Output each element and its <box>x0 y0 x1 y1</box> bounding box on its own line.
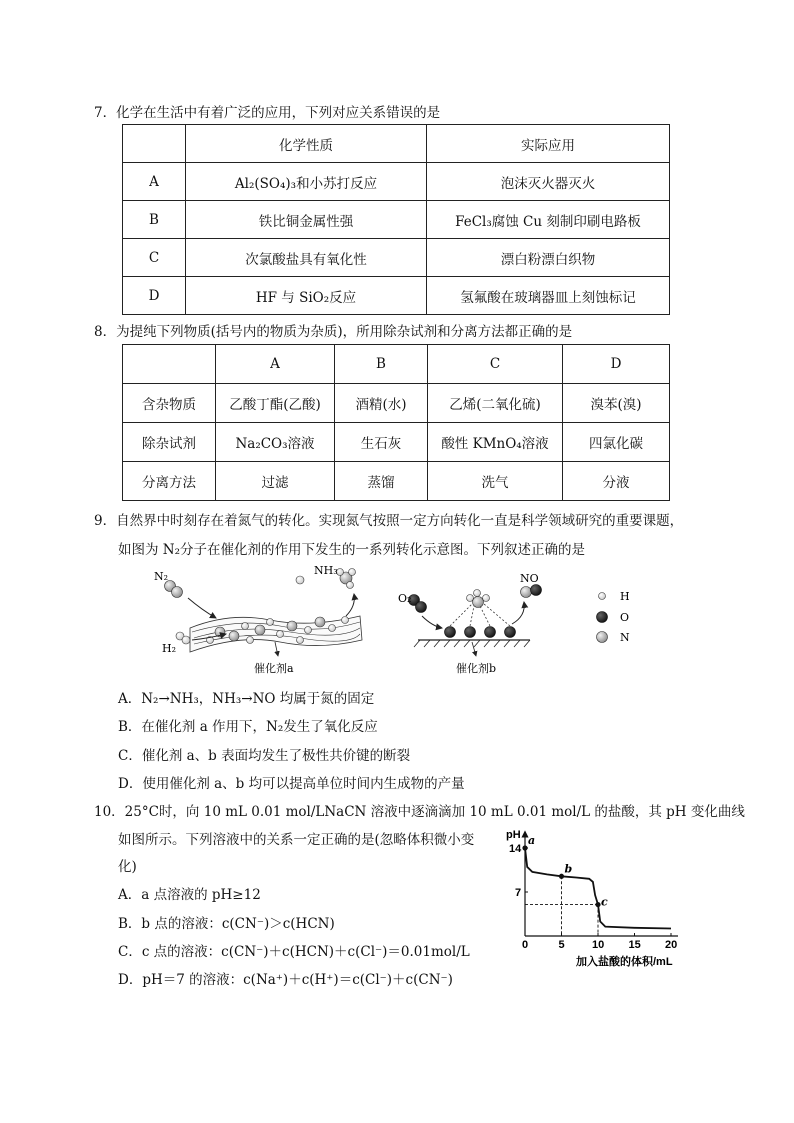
table-row <box>123 125 670 163</box>
row-label: 含杂物质 <box>123 384 216 423</box>
x-tick-label: 15 <box>628 939 641 951</box>
row-label: A <box>123 163 186 201</box>
q9-option-b: B．在催化剂 a 作用下，N₂发生了氧化反应 <box>118 719 378 735</box>
table-row <box>123 384 670 423</box>
n2-molecule <box>165 581 183 598</box>
legend-h-label: H <box>620 590 630 603</box>
nh3-label: NH₃ <box>314 564 338 577</box>
q10-option-b: B．b 点的溶液：c(CN⁻)＞c(HCN) <box>118 916 335 932</box>
q10-stem-line3: 化) <box>118 859 137 875</box>
arrow-icon <box>512 602 524 624</box>
table-cell: 泡沫灭火器灭火 <box>427 163 670 201</box>
table-row <box>123 345 670 384</box>
table-cell: 氢氟酸在玻璃器皿上刻蚀标记 <box>427 277 670 315</box>
point-label-c: c <box>601 895 608 909</box>
q10-option-c: C．c 点的溶液：c(CN⁻)＋c(HCN)＋c(Cl⁻)＝0.01mol/L <box>118 944 470 960</box>
h2-molecule <box>176 632 190 644</box>
table-cell: 蒸馏 <box>335 462 428 501</box>
table-row <box>123 201 670 239</box>
row-label: B <box>123 201 186 239</box>
table-cell: 酸性 KMnO₄溶液 <box>428 423 563 462</box>
table-cell: 乙酸丁酯(乙酸) <box>216 384 335 423</box>
q8-table <box>122 344 670 501</box>
table-cell: 酒精(水) <box>335 384 428 423</box>
legend-o-icon <box>597 612 608 623</box>
catalyst-b-surface <box>414 640 530 647</box>
header-cell: B <box>335 345 428 384</box>
q7-stem: 7．化学在生活中有着广泛的应用，下列对应关系错误的是 <box>94 105 441 121</box>
row-label: 分离方法 <box>123 462 216 501</box>
point-b <box>559 874 564 879</box>
q7-table <box>122 124 670 315</box>
ph-titration-chart <box>498 826 698 972</box>
table-cell: 铁比铜金属性强 <box>186 201 427 239</box>
header-cell <box>123 345 216 384</box>
arrow-icon <box>422 616 442 628</box>
header-cell: A <box>216 345 335 384</box>
table-cell: 漂白粉漂白织物 <box>427 239 670 277</box>
point-label-a: a <box>528 834 536 847</box>
table-cell: HF 与 SiO₂反应 <box>186 277 427 315</box>
table-cell: 洗气 <box>428 462 563 501</box>
table-row <box>123 163 670 201</box>
ticks <box>509 843 677 951</box>
header-cell: 实际应用 <box>427 125 670 163</box>
guide-lines <box>525 876 598 936</box>
no-label: NO <box>520 572 539 585</box>
q9-stem-line1: 9．自然界中时刻存在着氮气的转化。实现氮气按照一定方向转化一直是科学领域研究的重要课题， <box>94 513 684 529</box>
y-axis-label: pH <box>506 829 521 841</box>
table-row <box>123 277 670 315</box>
y-tick-label: 7 <box>515 887 522 899</box>
q10-option-d: D．pH＝7 的溶液：c(Na⁺)＋c(H⁺)＝c(Cl⁻)＋c(CN⁻) <box>118 972 453 988</box>
table-row <box>123 423 670 462</box>
y-tick-label: 14 <box>509 843 522 855</box>
q10-stem-line1: 10．25°C时，向 10 mL 0.01 mol/LNaCN 溶液中逐滴滴加 10 mL 0.01 mol/L 的盐酸，其 pH 变化曲线 <box>94 804 745 820</box>
table-row <box>123 462 670 501</box>
table-row <box>123 239 670 277</box>
o2-label: O₂ <box>398 592 412 605</box>
x-tick-label: 20 <box>665 939 678 951</box>
legend-o-label: O <box>620 611 630 624</box>
table-cell: Na₂CO₃溶液 <box>216 423 335 462</box>
q9-option-c: C．催化剂 a、b 表面均发生了极性共价键的断裂 <box>118 748 411 764</box>
q9-option-d: D．使用催化剂 a、b 均可以提高单位时间内生成物的产量 <box>118 776 465 792</box>
table-cell: 溴苯(溴) <box>563 384 670 423</box>
catalyst-b-label: 催化剂b <box>456 662 497 675</box>
legend-n-label: N <box>620 631 630 644</box>
arrow-icon <box>346 594 354 616</box>
table-cell: Al₂(SO₄)₃和小苏打反应 <box>186 163 427 201</box>
legend-n-icon <box>597 632 608 643</box>
legend-h-icon <box>599 593 606 600</box>
q9-stem-line2: 如图为 N₂分子在催化剂的作用下发生的一系列转化示意图。下列叙述正确的是 <box>118 542 586 558</box>
q10-option-a: A．a 点溶液的 pH≥12 <box>118 887 261 903</box>
nitrogen-conversion-diagram <box>150 560 650 680</box>
table-cell: 四氯化碳 <box>563 423 670 462</box>
header-cell: 化学性质 <box>186 125 427 163</box>
x-tick-label: 0 <box>522 939 529 951</box>
arrow-icon <box>188 598 216 618</box>
legend <box>597 590 631 644</box>
arrow-icon <box>275 642 278 656</box>
table-cell: 乙烯(二氧化硫) <box>428 384 563 423</box>
point-a <box>522 845 527 850</box>
table-cell: 过滤 <box>216 462 335 501</box>
x-tick-label: 10 <box>592 939 605 951</box>
header-cell: C <box>428 345 563 384</box>
catalyst-b-atoms <box>445 590 516 638</box>
x-axis-label: 加入盐酸的体积/mL <box>576 956 673 968</box>
table-cell: 分液 <box>563 462 670 501</box>
q8-stem: 8．为提纯下列物质(括号内的物质为杂质)，所用除杂试剂和分离方法都正确的是 <box>94 324 573 340</box>
header-cell <box>123 125 186 163</box>
header-cell: D <box>563 345 670 384</box>
point-label-b: b <box>564 862 573 876</box>
point-c <box>595 902 600 907</box>
row-label: C <box>123 239 186 277</box>
table-cell: 生石灰 <box>335 423 428 462</box>
n2-label: N₂ <box>154 570 169 583</box>
q9-option-a: A．N₂→NH₃，NH₃→NO 均属于氮的固定 <box>118 691 375 707</box>
table-cell: 次氯酸盐具有氧化性 <box>186 239 427 277</box>
row-label: D <box>123 277 186 315</box>
arrow-icon <box>472 642 476 656</box>
table-cell: FeCl₃腐蚀 Cu 刻制印刷电路板 <box>427 201 670 239</box>
no-molecule <box>521 585 542 598</box>
catalyst-a-label: 催化剂a <box>254 662 294 675</box>
row-label: 除杂试剂 <box>123 423 216 462</box>
x-tick-label: 5 <box>558 939 565 951</box>
h2-label: H₂ <box>162 642 177 655</box>
q10-stem-line2: 如图所示。下列溶液中的关系一定正确的是(忽略体积微小变 <box>118 832 475 848</box>
